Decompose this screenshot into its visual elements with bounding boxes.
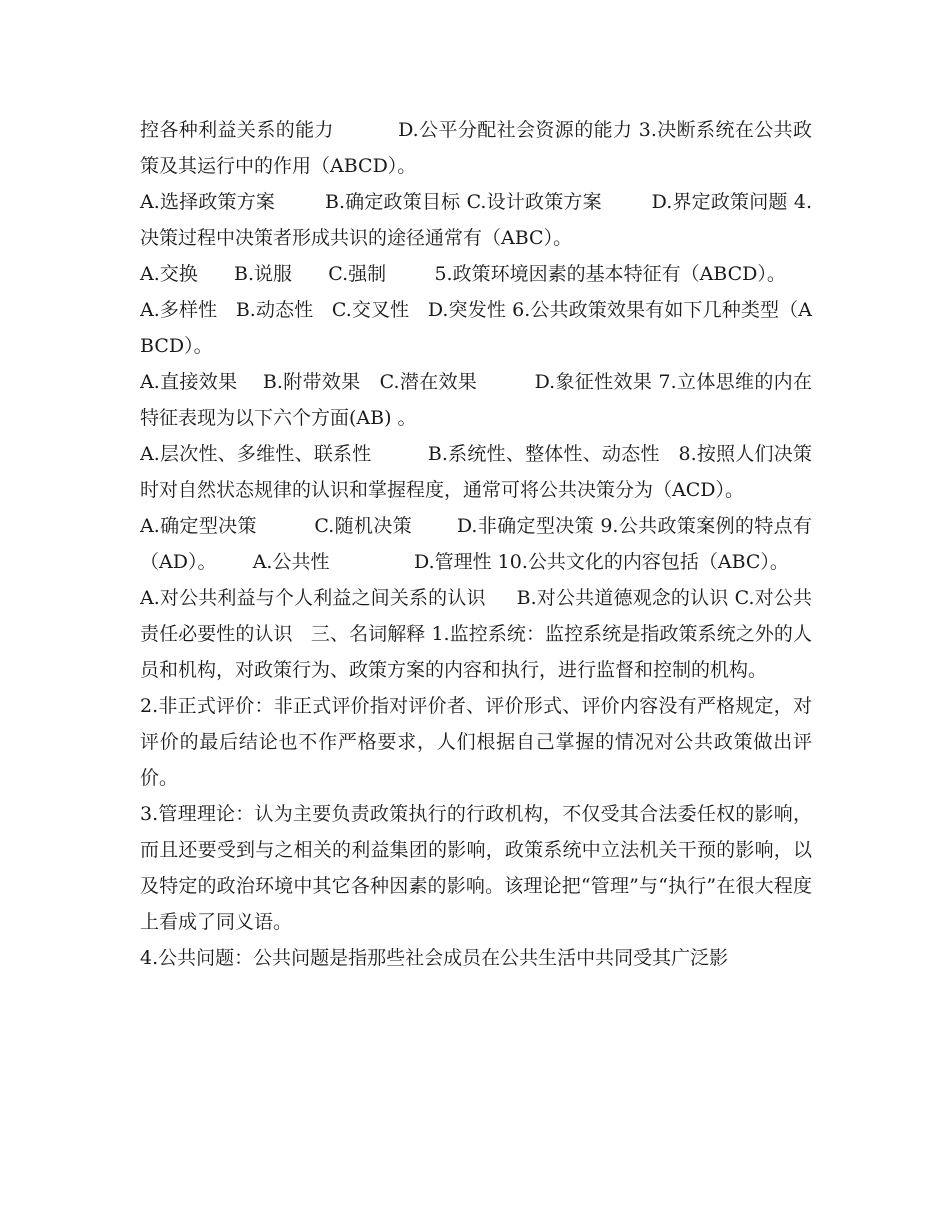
- paragraph-consensus-paths: A.选择政策方案 B.确定政策目标 C.设计政策方案 D.界定政策问题 4.决策过程中决策者形成共识的途径通常有（ABC）。: [140, 191, 812, 249]
- paragraph-informal-evaluation: 2.非正式评价：非正式评价指对评价者、评价形式、评价内容没有严格规定，对评价的最后结论也不作严格要求，人们根据自己掌握的情况对公共政策做出评价。: [140, 695, 812, 789]
- document-body: [140, 112, 812, 976]
- paragraph-3d-thinking: A.直接效果 B.附带效果 C.潜在效果 D.象征性效果 7.立体思维的内在特征表现为以下六个方面(AB) 。: [140, 371, 812, 429]
- paragraph-decision-types: A.层次性、多维性、联系性 B.系统性、整体性、动态性 8.按照人们决策时对自然状态规律的认识和掌握程度，通常可将公共决策分为（ACD）。: [140, 443, 812, 501]
- paragraph-public-culture: A.对公共利益与个人利益之间关系的认识 B.对公共道德观念的认识 C.对公共责任必要性的认识 三、名词解释 1.监控系统：监控系统是指政策系统之外的人员和机构，对政策行为、政策方案的内容和执行，进行监督和控制的机构。: [140, 587, 812, 681]
- paragraph-policy-effects: A.多样性 B.动态性 C.交叉性 D.突发性 6.公共政策效果有如下几种类型（ABCD）。: [140, 299, 812, 357]
- paragraph-decision-system: 控各种利益关系的能力 D.公平分配社会资源的能力 3.决断系统在公共政策及其运行中的作用（ABCD）。: [140, 119, 812, 177]
- paragraph-public-problem: 4.公共问题：公共问题是指那些社会成员在公共生活中共同受其广泛影: [140, 947, 729, 969]
- paragraph-case-features: A.确定型决策 C.随机决策 D.非确定型决策 9.公共政策案例的特点有（AD）。 A.公共性 D.管理性 10.公共文化的内容包括（ABC）。: [140, 515, 812, 573]
- paragraph-environment-factors: A.交换 B.说服 C.强制 5.政策环境因素的基本特征有（ABCD）。: [140, 263, 786, 285]
- paragraph-management-theory: 3.管理理论：认为主要负责政策执行的行政机构，不仅受其合法委任权的影响，而且还要受到与之相关的利益集团的影响，政策系统中立法机关干预的影响，以及特定的政治环境中其它各种因素的影响。该理论把“管理”与“执行”在很大程度上看成了同义语。: [140, 803, 812, 933]
